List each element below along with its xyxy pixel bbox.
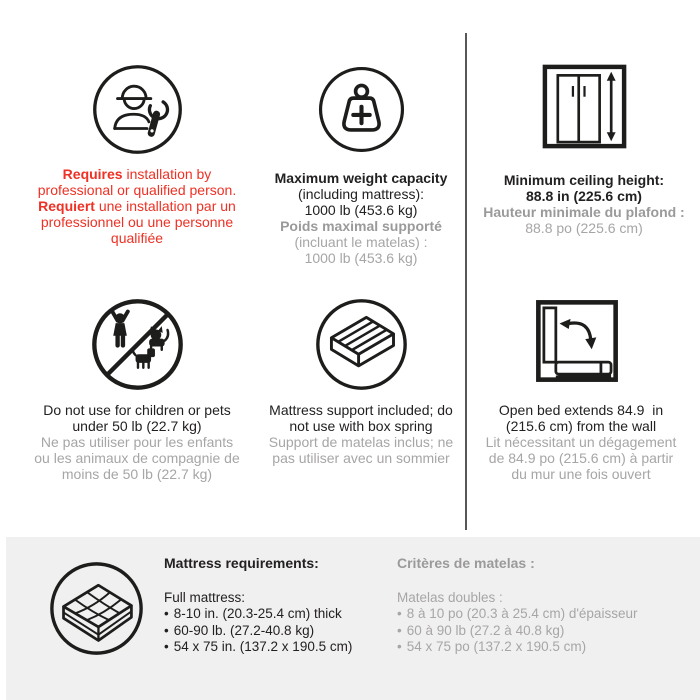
ceiling-text-fr-1: Hauteur minimale du plafond : [483,204,685,220]
support-text-en-2: not use with box spring [289,418,433,434]
pets-text-fr-3: moins de 50 lb (22.7 kg) [61,466,213,482]
panel-mattress-support [258,296,464,466]
quilted-mattress-icon [48,560,145,657]
mattress-req-fr-title: Critères de matelas : [397,555,535,571]
support-text-fr-1: Support de matelas inclus; ne [268,434,454,450]
mattress-req-en-subtitle: Full mattress: [164,590,246,605]
bullet-text: 54 x 75 in. (137.2 x 190.5 cm) [173,639,353,654]
bullet-dot: • [164,622,169,638]
pets-text-fr-1: Ne pas utiliser pour les enfants [40,434,234,450]
install-text-en-1 [10,166,264,182]
mattress-req-fr-bullet-3 [397,639,637,656]
panel-open-bed [462,295,700,482]
weight-text-fr-3: 1000 lb (453.6 kg) [304,250,418,266]
ceiling-text-fr-2: 88.8 po (225.6 cm) [525,220,643,236]
weight-text-en-1: Maximum weight capacity [274,170,448,186]
support-text-fr-2: pas utiliser avec un sommier [272,450,450,466]
weight-text-en-3: 1000 lb (453.6 kg) [304,202,418,218]
pets-text-en-1: Do not use for children or pets [43,402,231,418]
installer-hardhat-wrench-icon [10,62,264,157]
mattress-req-fr-bullet-2 [397,623,637,640]
bullet-dot: • [397,606,402,621]
openbed-text-fr-1: Lit nécessitant un dégagement [485,434,677,450]
weight-plus-icon [258,64,464,155]
mattress-req-en-bullet-3 [164,639,352,656]
mattress-req-en-column [164,555,352,656]
openbed-text-en-2: (215.6 cm) from the wall [505,418,657,434]
install-text-fr-2: professionnel ou une personne [40,214,234,230]
mattress-req-en-bullet-1 [164,606,352,623]
ceiling-text-en-1: Minimum ceiling height: [503,172,665,188]
mattress-req-fr-bullet-1 [397,606,637,623]
mattress-req-fr-subtitle: Matelas doubles : [397,590,503,605]
mattress-requirements-panel [6,537,700,700]
install-bold-fr: Requiert [38,198,95,214]
mattress-req-en-bullet-2 [164,623,352,640]
panel-ceiling-height [468,62,700,236]
weight-text-fr-2: (incluant le matelas) : [294,234,428,250]
pets-text-fr-2: ou les animaux de compagnie de [34,450,240,466]
openbed-text-en-1: Open bed extends 84.9 in [498,402,664,418]
ceiling-height-wardrobe-arrow-icon [468,62,700,151]
install-rest-fr: une installation par un [94,198,236,214]
bullet-text: 60 à 90 lb (27.2 à 40.8 kg) [406,622,565,638]
mattress-req-fr-column [397,555,637,656]
bullet-dot: • [397,639,402,654]
install-rest-en: installation by [122,166,212,182]
weight-text-en-2: (including mattress): [297,186,425,202]
no-children-pets-icon [10,296,264,393]
weight-text-fr-1: Poids maximal supporté [280,218,442,234]
bullet-dot: • [164,639,169,654]
bullet-text: 8 à 10 po (20.3 à 25.4 cm) d'épaisseur [406,606,638,621]
bullet-text: 60-90 lb. (27.2-40.8 kg) [173,622,315,638]
install-text-en-2: professional or qualified person. [37,182,237,198]
ceiling-text-en-2: 88.8 in (225.6 cm) [526,188,642,204]
murphy-bed-fold-down-icon [458,295,696,387]
support-text-en-1: Mattress support included; do [269,402,453,418]
panel-no-children-pets [10,296,264,482]
pets-text-en-2: under 50 lb (22.7 kg) [72,418,202,434]
install-text-fr-1 [10,198,264,214]
bullet-dot: • [397,622,402,638]
panel-installation [10,62,264,246]
panel-max-weight [258,64,464,266]
install-bold-en: Requires [62,166,123,182]
install-text-fr-3: qualifiée [110,230,164,246]
bullet-text: 8-10 in. (20.3-25.4 cm) thick [173,606,342,621]
openbed-text-fr-3: du mur une fois ouvert [511,466,651,482]
openbed-text-fr-2: de 84.9 po (215.6 cm) à partir [488,450,674,466]
bullet-dot: • [164,606,169,621]
slatted-mattress-support-icon [258,296,464,393]
mattress-req-en-title: Mattress requirements: [164,555,319,571]
bullet-text: 54 x 75 po (137.2 x 190.5 cm) [406,639,587,654]
